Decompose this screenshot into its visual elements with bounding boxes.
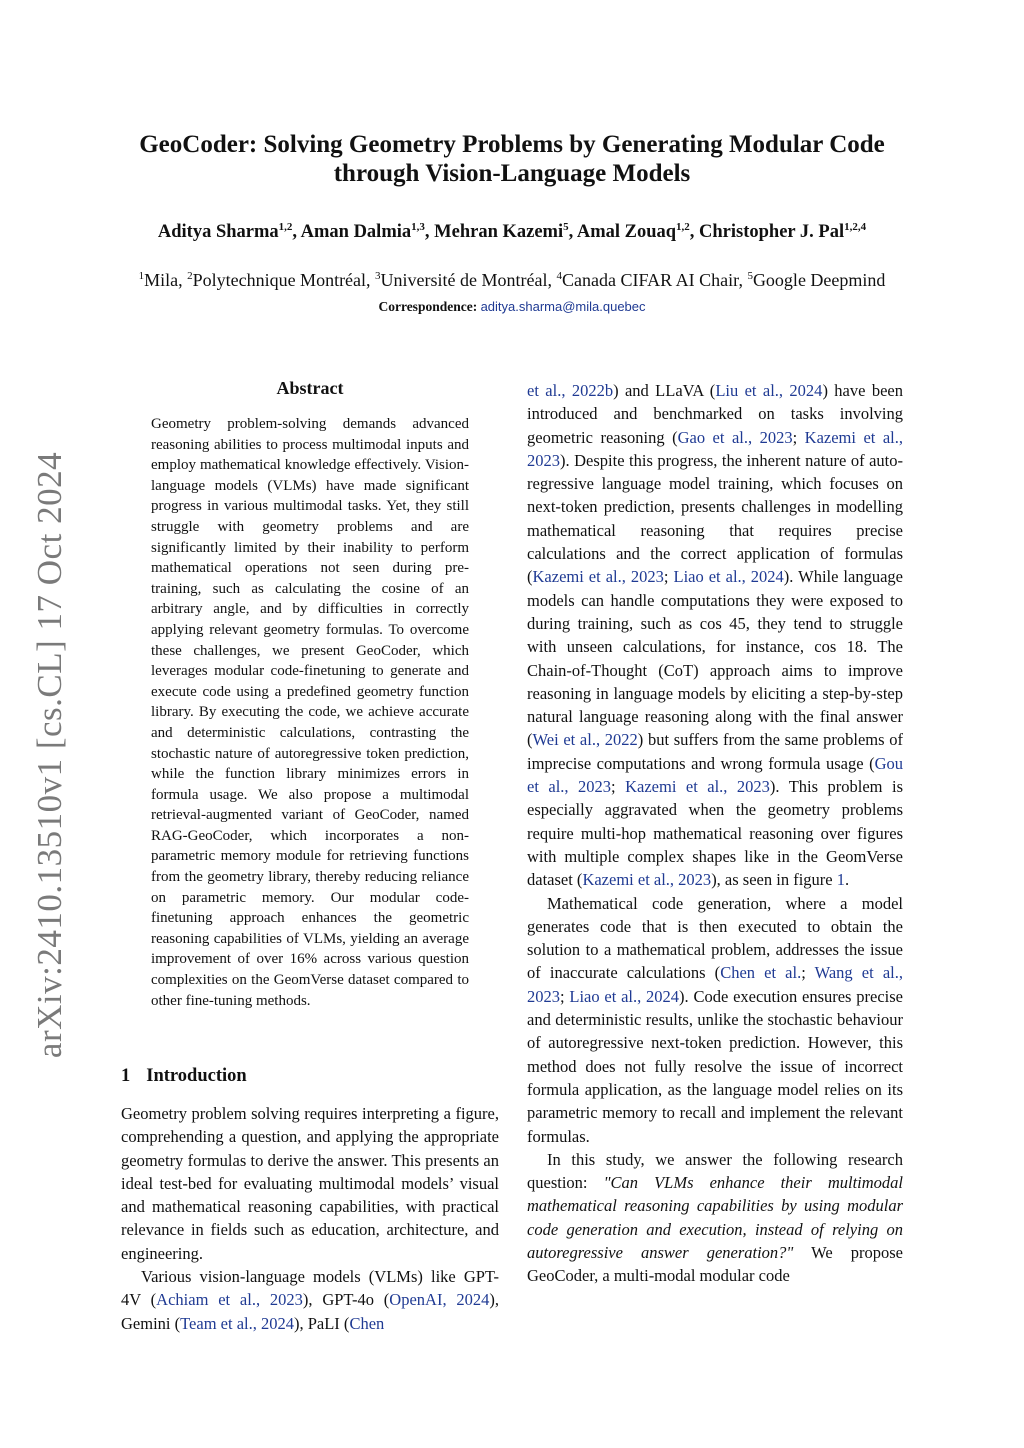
intro-left-column xyxy=(121,1102,499,1335)
intro-right-column xyxy=(527,379,903,1288)
author-list: Aditya Sharma$^{1,2}$, Aman Dalmia$^{1,3}$, Mehran Kazemi$^5$, Amal Zouaq$^{1,2}$, Christopher J. Pal$^{1,2,4}$ xyxy=(157,220,867,242)
research-question: "Can VLMs enhance their multimodal mathematical reasoning capabilities by using modular code generation and execution, instead of relying on autoregressive answer generation?" xyxy=(527,1173,903,1262)
author: Aman Dalmia$^{1,3}$ xyxy=(300,220,425,242)
arxiv-identifier: arXiv:2410.13510v1 [cs.CL] 17 Oct 2024 xyxy=(30,451,69,1059)
correspondence-line xyxy=(60,299,964,315)
intro-paragraph-5: In this study, we answer the following research question: "Can VLMs enhance their multimodal mathematical reasoning capabilities by using modular code generation and execution, instead of relying on autoregressive answer generation?" We propose GeoCoder, a multi-modal modular code xyxy=(527,1149,903,1286)
citation-link[interactable]: Achiam et al., 2023 xyxy=(156,1290,303,1310)
arxiv-sidebar xyxy=(20,451,80,1059)
affiliation: $^4$Canada CIFAR AI Chair xyxy=(556,270,739,290)
citation-link[interactable]: Chen xyxy=(349,1313,385,1333)
citation-link[interactable]: Kazemi et al., 2023 xyxy=(625,777,770,797)
affiliation: $^1$Mila xyxy=(138,270,179,290)
correspondence-label: Correspondence: xyxy=(378,299,478,314)
citation-link[interactable]: et al., 2022b xyxy=(527,381,614,400)
abstract-text: Geometry problem-solving demands advanced reasoning abilities to process multimodal inputs and employ mathematical knowledge effectively. Vision-language models (VLMs) have made significant progress in various multimodal tasks. Yet, they still struggle with geometry problems and are significantly limited by their inability to perform mathematical operations not seen during pre-training, such as calculating the cosine of an arbitrary angle, and by difficulties in correctly applying relevant geometry formulas. To overcome these challenges, we present GeoCoder, which leverages modular code-finetuning to generate and execute code using a predefined geometry function library. By executing the code, we achieve accurate and deterministic calculations, contrasting the stochastic nature of autoregressive token prediction, while the function library minimizes errors in formula usage. We also propose a multimodal retrieval-augmented variant of GeoCoder, named RAG-GeoCoder, which incorporates a non-parametric memory module for retrieving functions from the geometry library, thereby reducing reliance on parametric memory. Our modular code-finetuning approach enhances the geometric reasoning capabilities of VLMs, yielding an average improvement of over 16% across various question complexities on the GeomVerse dataset compared to other fine-tuning methods. xyxy=(151,416,469,1009)
citation-link[interactable]: Team et al., 2024 xyxy=(180,1313,294,1333)
citation-link[interactable]: Wei et al., 2022 xyxy=(532,730,638,750)
citation-link[interactable]: Liao et al., 2024 xyxy=(569,986,680,1006)
citation-link[interactable]: Liao et al., 2024 xyxy=(673,567,784,587)
citation-link[interactable]: Liu et al., 2024 xyxy=(715,381,823,400)
citation-link[interactable]: OpenAI, 2024 xyxy=(389,1290,490,1310)
citation-link[interactable]: Wang et al., 2023 xyxy=(527,963,903,1006)
paper-title xyxy=(100,130,924,188)
paper-title-line-1: GeoCoder: Solving Geometry Problems by Generating Modular Code xyxy=(139,131,885,158)
citation-link[interactable]: Kazemi et al., 2023 xyxy=(582,870,712,890)
affiliation-list: $^1$Mila, $^2$Polytechnique Montréal, $^3$Université de Montréal, $^4$Canada CIFAR AI Chair, $^5$Google Deepmind xyxy=(138,270,886,290)
author: Mehran Kazemi$^5$ xyxy=(434,220,569,242)
affiliation: $^3$Université de Montréal xyxy=(375,270,548,290)
section-heading xyxy=(121,1066,247,1087)
section-title: Introduction xyxy=(146,1066,247,1086)
citation-link[interactable]: 1 xyxy=(836,870,845,890)
intro-paragraph-1: Geometry problem solving requires interpreting a figure, comprehending a question, and applying the appropriate geometry formulas to derive the answer. This presents an ideal test-bed for evaluating multimodal models’ visual and mathematical reasoning capabilities, with practical relevance in fields such as education, architecture, and engineering. xyxy=(121,1104,499,1263)
intro-paragraph-3: et al., 2022b) and LLaVA (Liu et al., 2024) have been introduced and benchmarked on tasks involving geometric reasoning (Gao et al., 2023; Kazemi et al., 2023). Despite this progress, the inherent nature of auto-regressive language model training, which focuses on next-token prediction, presents challenges in modelling mathematical reasoning that requires precise calculations and the correct application of formulas (Kazemi et al., 2023; Liao et al., 2024). While language models can handle computations they were exposed to during training, such as cos 45, they tend to struggle with unseen calculations, for instance, cos 18. The Chain-of-Thought (CoT) approach aims to improve reasoning in language models by eliciting a step-by-step natural language reasoning along with the final answer (Wei et al., 2022) but suffers from the same problems of imprecise computations and wrong formula usage (Gou et al., 2023; Kazemi et al., 2023). This problem is especially aggravated when the geometry problems require multi-hop mathematical reasoning over figures with multiple complex shapes like in the GeomVerse dataset (Kazemi et al., 2023), as seen in figure 1. xyxy=(527,381,904,890)
intro-paragraph-4: Mathematical code generation, where a model generates code that is then executed to obtain the solution to a mathematical problem, addresses the issue of inaccurate calculations (Chen et al.; Wang et al., 2023; Liao et al., 2024). Code execution ensures precise and deterministic results, unlike the stochastic behaviour of autoregressive next-token prediction. However, this method does not fully resolve the issue of incorrect formula application, as the language model relies on its parametric memory to recall and implement the relevant formulas. xyxy=(527,893,903,1146)
paper-title-line-2: through Vision-Language Models xyxy=(333,160,691,187)
section-number: 1 xyxy=(121,1066,131,1086)
abstract-heading: Abstract xyxy=(276,378,344,398)
author: Aditya Sharma$^{1,2}$ xyxy=(157,220,293,242)
correspondence-email-link[interactable]: aditya.sharma@mila.quebec xyxy=(480,299,646,314)
intro-paragraph-2: Various vision-language models (VLMs) like GPT-4V (Achiam et al., 2023), GPT-4o (OpenAI, 2024), Gemini (Team et al., 2024), PaLI (Chen xyxy=(121,1267,500,1333)
citation-link[interactable]: Kazemi et al., 2023 xyxy=(527,427,904,470)
citation-link[interactable]: Kazemi et al., 2023 xyxy=(532,567,664,587)
citation-link[interactable]: Gou et al., 2023 xyxy=(527,753,903,797)
affiliation: $^5$Google Deepmind xyxy=(747,270,886,290)
citation-link[interactable]: Gao et al., 2023 xyxy=(677,427,793,447)
citation-link[interactable]: Chen et al. xyxy=(720,963,802,983)
affiliation: $^2$Polytechnique Montréal xyxy=(187,270,367,290)
author: Amal Zouaq$^{1,2}$ xyxy=(576,220,690,242)
author: Christopher J. Pal$^{1,2,4}$ xyxy=(699,220,867,242)
